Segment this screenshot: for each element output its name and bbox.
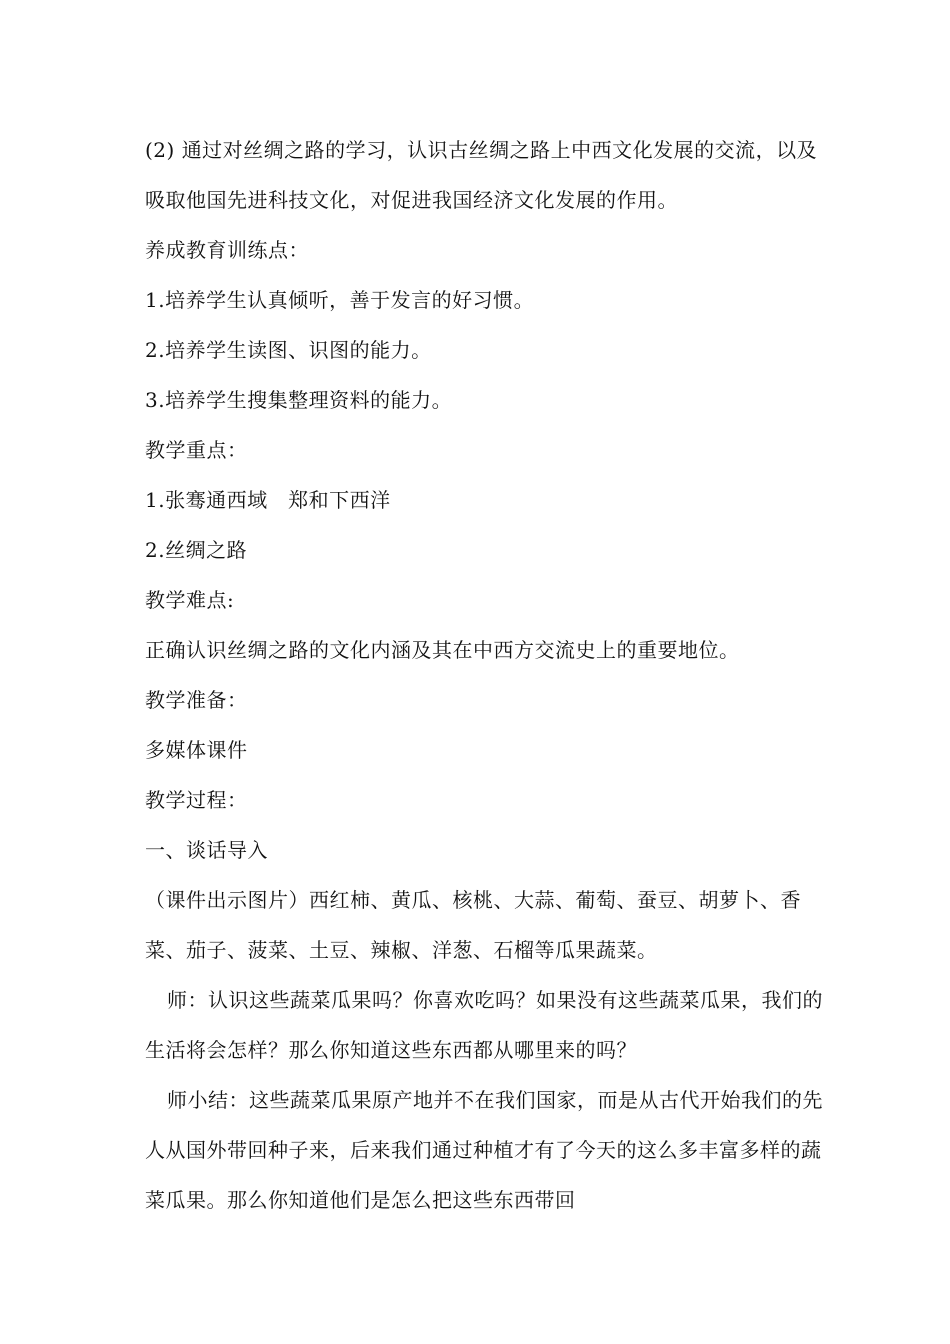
paragraph-habit-2: 2.培养学生读图、识图的能力。 [145, 338, 432, 362]
paragraph-key-point-2: 2.丝绸之路 [145, 538, 248, 562]
paragraph-habit-3: 3.培养学生搜集整理资料的能力。 [145, 388, 453, 412]
paragraph-objective-2: (2) 通过对丝绸之路的学习，认识古丝绸之路上中西文化发展的交流，以及吸取他国先进科技文化，对促进我国经济文化发展的作用。 [145, 138, 818, 212]
heading-preparation: 教学准备： [145, 688, 248, 712]
heading-key-points: 教学重点： [145, 438, 248, 462]
paragraph-difficulty: 正确认识丝绸之路的文化内涵及其在中西方交流史上的重要地位。 [145, 638, 740, 662]
heading-process: 教学过程： [145, 788, 248, 812]
paragraph-key-point-1: 1.张骞通西域 郑和下西洋 [145, 488, 391, 512]
heading-section-intro: 一、谈话导入 [145, 838, 268, 862]
paragraph-habit-1: 1.培养学生认真倾听，善于发言的好习惯。 [145, 288, 535, 312]
paragraph-teacher-question: 师：认识这些蔬菜瓜果吗？你喜欢吃吗？如果没有这些蔬菜瓜果，我们的生活将会怎样？那么你知道这些东西都从哪里来的吗？ [145, 988, 823, 1062]
paragraph-preparation: 多媒体课件 [145, 738, 248, 762]
paragraph-courseware-images: （课件出示图片）西红柿、黄瓜、核桃、大蒜、葡萄、蚕豆、胡萝卜、香菜、茄子、菠菜、土豆、辣椒、洋葱、石榴等瓜果蔬菜。 [145, 888, 801, 962]
heading-habit-training: 养成教育训练点： [145, 238, 309, 262]
document-body [145, 125, 835, 1225]
paragraph-teacher-summary: 师小结：这些蔬菜瓜果原产地并不在我们国家，而是从古代开始我们的先人从国外带回种子来，后来我们通过种植才有了今天的这么多丰富多样的蔬菜瓜果。那么你知道他们是怎么把这些东西带回 [145, 1088, 823, 1212]
heading-difficulties: 教学难点: [145, 588, 235, 612]
